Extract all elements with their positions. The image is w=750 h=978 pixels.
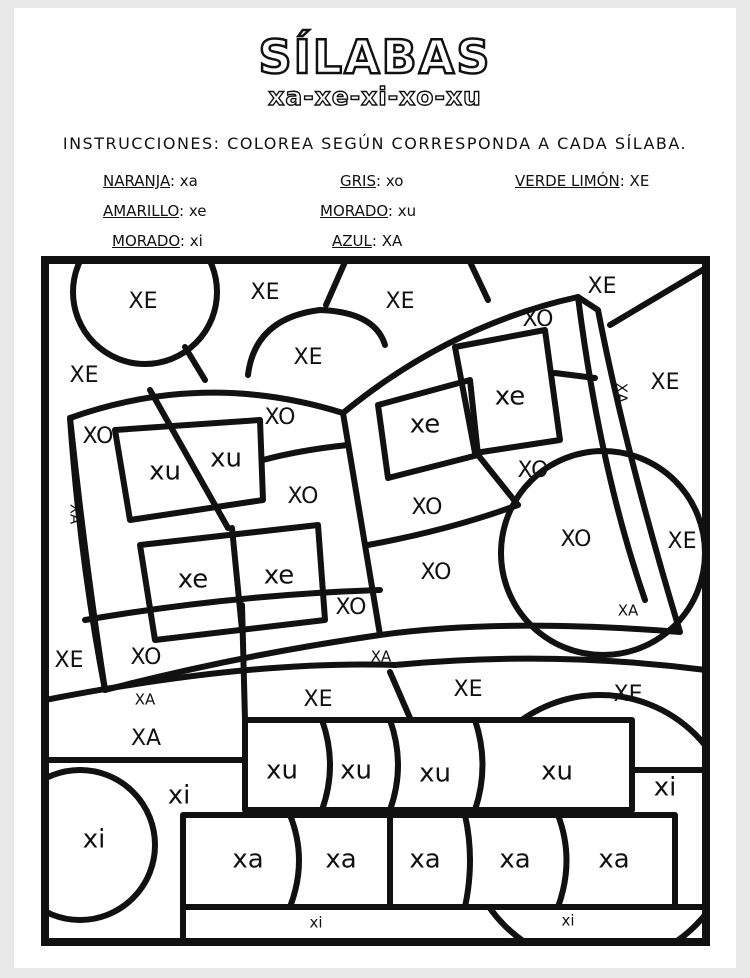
region-label: XO xyxy=(522,307,554,332)
region-label: xu xyxy=(541,756,573,787)
region-label: XO xyxy=(287,484,319,509)
region-label: XE xyxy=(613,682,643,707)
region-label: xe xyxy=(263,560,295,591)
region-label: XO xyxy=(335,595,367,620)
divider-line xyxy=(326,262,345,305)
page-subtitle: xa-xe-xi-xo-xu xyxy=(268,82,482,111)
region-label: xi xyxy=(82,824,106,855)
region-label: xu xyxy=(266,755,298,786)
legend-item: GRIS: xo xyxy=(340,172,404,190)
region-label: XO xyxy=(420,560,452,585)
region-label: xa xyxy=(409,844,441,875)
legend-item: VERDE LIMÓN: XE xyxy=(515,172,650,190)
circle-shape xyxy=(5,770,155,920)
region-label: xa xyxy=(325,844,357,875)
divider-line xyxy=(242,605,245,720)
region-label: XA xyxy=(66,503,85,525)
region-label: XO xyxy=(82,424,114,449)
region-label: XE xyxy=(303,687,333,712)
legend-item: AMARILLO: xe xyxy=(103,202,207,220)
divider-line xyxy=(470,262,488,300)
divider-line xyxy=(185,347,205,380)
instructions: INSTRUCCIONES: COLOREA SEGÚN CORRESPONDA A CADA SÍLABA. xyxy=(62,134,688,153)
base-strip xyxy=(183,907,706,942)
region-label: XE xyxy=(293,345,323,370)
divider-line xyxy=(390,672,410,718)
region-label: xi xyxy=(167,780,191,811)
region-label: XE xyxy=(54,648,84,673)
legend-item: MORADO: xu xyxy=(320,202,417,220)
region-label: XO xyxy=(264,405,296,430)
book-line xyxy=(368,505,518,545)
region-label: xe xyxy=(409,409,441,440)
legend-item: MORADO: xi xyxy=(112,232,203,250)
region-label: xi xyxy=(561,911,575,930)
region-label: xi xyxy=(309,913,323,932)
legend-item: NARANJA: xa xyxy=(103,172,198,190)
region-label: XA xyxy=(617,601,639,620)
region-label: xu xyxy=(210,443,242,474)
region-label: XE xyxy=(250,280,280,305)
region-label: XO xyxy=(560,527,592,552)
region-label: xe xyxy=(177,564,209,595)
region-label: xa xyxy=(499,844,531,875)
region-label: XE xyxy=(650,370,680,395)
region-label: xa xyxy=(232,844,264,875)
region-label: XE xyxy=(453,677,483,702)
region-label: XO xyxy=(130,645,162,670)
region-label: XE xyxy=(587,274,617,299)
region-label: xu xyxy=(149,456,181,487)
region-label: XE xyxy=(69,363,99,388)
region-label: xa xyxy=(598,844,630,875)
book-line xyxy=(263,445,348,460)
region-label: xu xyxy=(419,758,451,789)
region-label: XE xyxy=(385,289,415,314)
book-line xyxy=(478,455,518,505)
region-label: XA xyxy=(134,690,156,709)
region-label: XO xyxy=(517,458,549,483)
region-label: XA xyxy=(130,726,162,751)
region-label: XE xyxy=(128,289,158,314)
region-label: XE xyxy=(667,529,697,554)
page-title: SÍLABAS xyxy=(258,30,492,84)
divider-line xyxy=(610,268,706,325)
region-label: XO xyxy=(411,495,443,520)
region-label: xi xyxy=(653,772,677,803)
legend-item: AZUL: XA xyxy=(332,232,403,250)
region-label: XA xyxy=(612,382,631,404)
region-label: xe xyxy=(494,381,526,412)
region-label: XA xyxy=(370,647,392,666)
region-label: xu xyxy=(340,755,372,786)
